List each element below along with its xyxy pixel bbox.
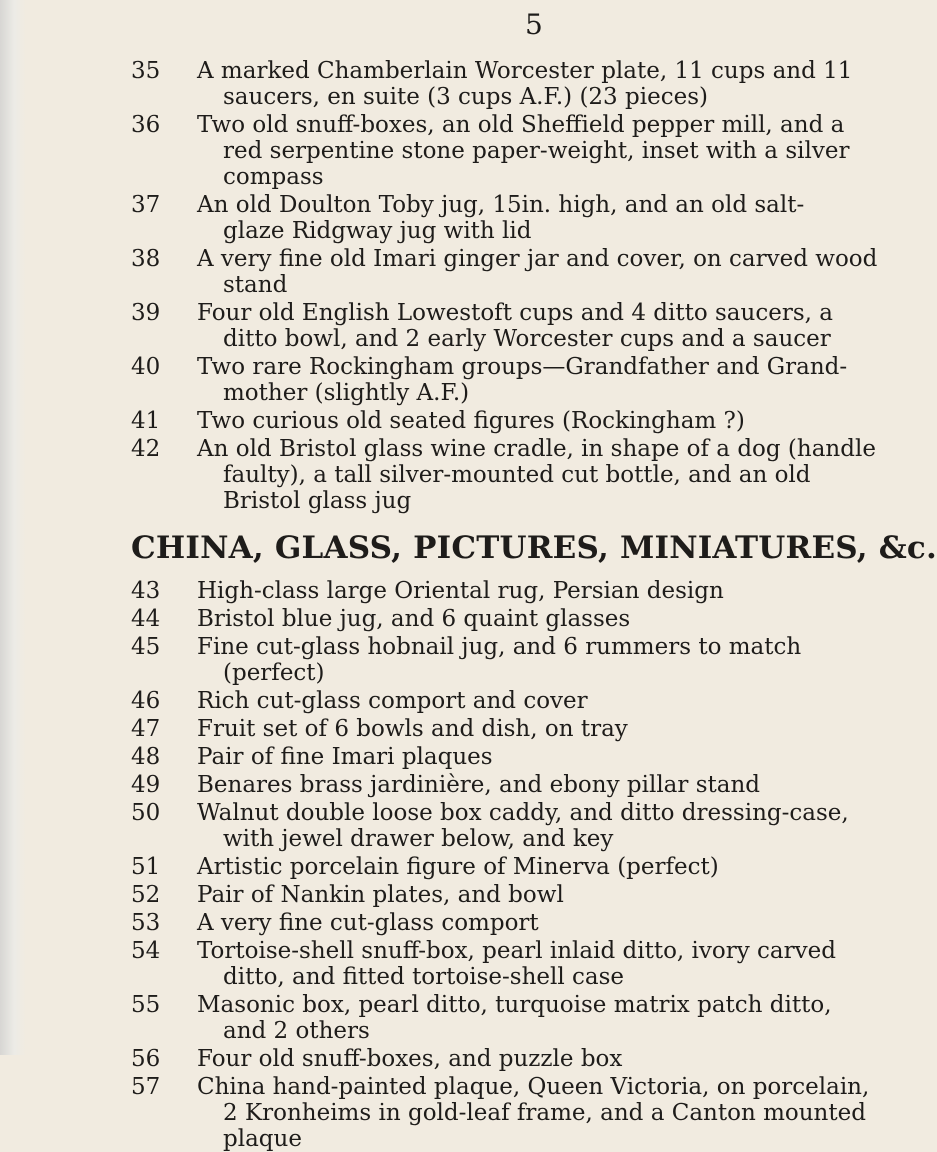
lot-number: 38 — [131, 246, 161, 272]
lot-description — [197, 992, 832, 1044]
lot-number: 52 — [131, 882, 161, 908]
lot-description-line: glaze Ridgway jug with lid — [223, 218, 532, 244]
lot-description-line: China hand-painted plaque, Queen Victoria, on porcelain, — [197, 1074, 870, 1100]
lot-number: 36 — [131, 112, 161, 138]
lot-description — [197, 634, 802, 686]
lot-description-line: with jewel drawer below, and key — [223, 826, 614, 852]
lot-number: 51 — [131, 854, 161, 880]
lot-description — [197, 910, 787, 936]
lot-number: 39 — [131, 300, 161, 326]
lot-description-line: Fruit set of 6 bowls and dish, on tray — [197, 716, 628, 742]
lot-number: 35 — [131, 58, 161, 84]
lot-description-line: Two curious old seated figures (Rockingham ?) — [197, 408, 745, 434]
lot-description — [197, 800, 849, 852]
lot-description-line: Bristol glass jug — [223, 488, 412, 514]
lot-description — [197, 938, 836, 990]
lot-description-line: Artistic porcelain figure of Minerva (perfect) — [197, 854, 719, 880]
lot-description-line: (perfect) — [223, 660, 325, 686]
lot-description — [197, 436, 876, 514]
lot-description-line: and 2 others — [223, 1018, 370, 1044]
lot-description — [197, 300, 833, 352]
lot-description-line: ditto bowl, and 2 early Worcester cups and a saucer — [223, 326, 831, 352]
lot-description-line: Pair of Nankin plates, and bowl — [197, 882, 564, 908]
lot-description — [197, 854, 787, 880]
lot-description — [197, 772, 787, 798]
lot-number: 56 — [131, 1046, 161, 1072]
lot-number: 44 — [131, 606, 161, 632]
lot-description — [197, 882, 787, 908]
lot-description-line: A very fine old Imari ginger jar and cover, on carved wood — [197, 246, 878, 272]
lot-description-line: A very fine cut-glass comport — [197, 910, 539, 936]
lot-description-line: Four old snuff-boxes, and puzzle box — [197, 1046, 623, 1072]
section-heading: CHINA, GLASS, PICTURES, MINIATURES, &c. — [131, 530, 937, 566]
lot-description-line: plaque — [223, 1126, 302, 1152]
lot-description — [197, 354, 848, 406]
lot-description-line: faulty), a tall silver-mounted cut bottle, and an old — [223, 462, 811, 488]
lot-description — [197, 716, 787, 742]
lot-number: 48 — [131, 744, 161, 770]
lot-description-line: Four old English Lowestoft cups and 4 ditto saucers, a — [197, 300, 833, 326]
lot-description-line: compass — [223, 164, 324, 190]
lot-description-line: mother (slightly A.F.) — [223, 380, 470, 406]
lot-number: 41 — [131, 408, 161, 434]
lot-description-line: High-class large Oriental rug, Persian design — [197, 578, 724, 604]
lot-description-line: Two rare Rockingham groups—Grandfather and Grand- — [197, 354, 848, 380]
lot-description — [197, 1074, 870, 1152]
lot-description — [197, 192, 805, 244]
page-number: 5 — [525, 8, 543, 41]
lot-description-line: A marked Chamberlain Worcester plate, 11 cups and 11 — [197, 58, 853, 84]
lot-description-line: Walnut double loose box caddy, and ditto dressing-case, — [197, 800, 849, 826]
lot-number: 57 — [131, 1074, 161, 1100]
lot-description-line: Two old snuff-boxes, an old Sheffield pepper mill, and a — [197, 112, 845, 138]
lot-description-line: stand — [223, 272, 288, 298]
lot-description-line: 2 Kronheims in gold-leaf frame, and a Canton mounted — [223, 1100, 866, 1126]
lot-description-line: An old Doulton Toby jug, 15in. high, and an old salt- — [197, 192, 805, 218]
lot-number: 37 — [131, 192, 161, 218]
lot-description-line: An old Bristol glass wine cradle, in shape of a dog (handle — [197, 436, 876, 462]
lot-description-line: red serpentine stone paper-weight, inset with a silver — [223, 138, 850, 164]
lot-number: 49 — [131, 772, 161, 798]
lot-description — [197, 246, 878, 298]
lot-number: 40 — [131, 354, 161, 380]
lot-number: 50 — [131, 800, 161, 826]
lot-number: 45 — [131, 634, 161, 660]
lot-number: 42 — [131, 436, 161, 462]
lot-description — [197, 112, 850, 190]
lot-number: 55 — [131, 992, 161, 1018]
lot-description — [197, 408, 787, 434]
lot-description — [197, 744, 787, 770]
lot-description-line: Fine cut-glass hobnail jug, and 6 rummers to match — [197, 634, 802, 660]
lot-description-line: Tortoise-shell snuff-box, pearl inlaid ditto, ivory carved — [197, 938, 836, 964]
lot-description — [197, 1046, 787, 1072]
lot-number: 47 — [131, 716, 161, 742]
lot-description-line: saucers, en suite (3 cups A.F.) (23 pieces) — [223, 84, 708, 110]
lot-number: 53 — [131, 910, 161, 936]
lot-description-line: Rich cut-glass comport and cover — [197, 688, 588, 714]
lot-description — [197, 578, 787, 604]
lot-number: 54 — [131, 938, 161, 964]
lot-number: 46 — [131, 688, 161, 714]
lot-description — [197, 58, 853, 110]
lot-description-line: Masonic box, pearl ditto, turquoise matrix patch ditto, — [197, 992, 832, 1018]
lot-description-line: Benares brass jardinière, and ebony pillar stand — [197, 772, 760, 798]
lot-number: 43 — [131, 578, 161, 604]
lot-description-line: Bristol blue jug, and 6 quaint glasses — [197, 606, 631, 632]
lot-description — [197, 606, 787, 632]
lot-description — [197, 688, 787, 714]
lot-description-line: ditto, and fitted tortoise-shell case — [223, 964, 625, 990]
lot-description-line: Pair of fine Imari plaques — [197, 744, 493, 770]
